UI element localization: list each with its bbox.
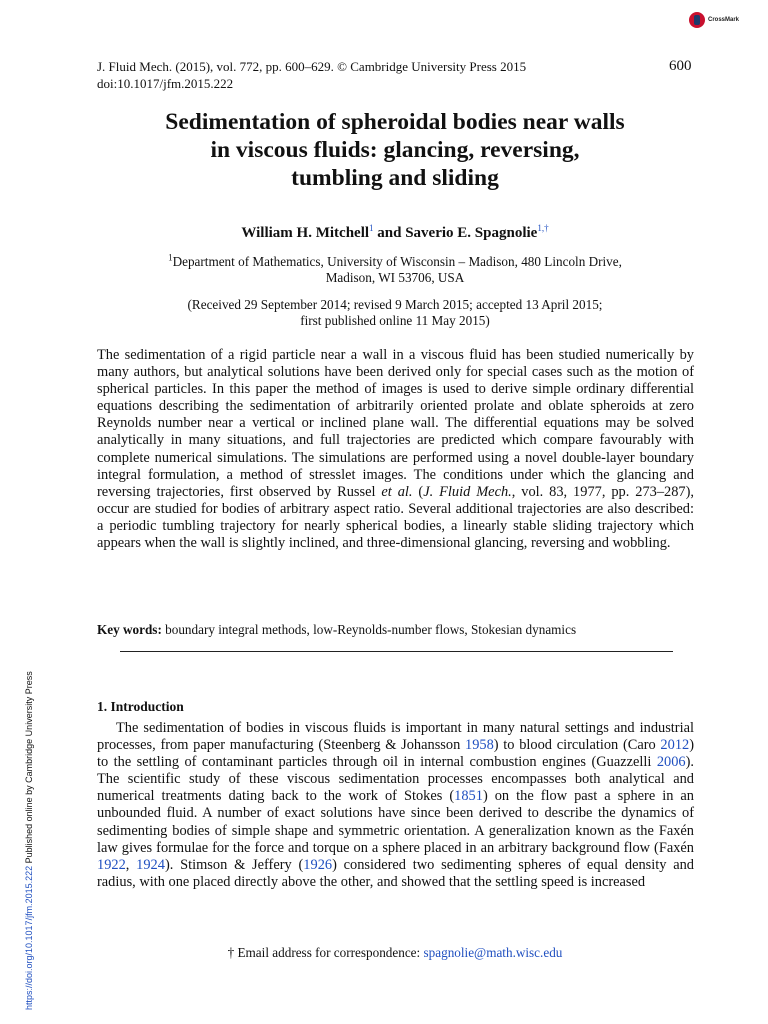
affiliation-line: Department of Mathematics, University of Wisconsin – Madison, 480 Lincoln Drive, — [172, 254, 622, 269]
abstract-italic: et al. — [381, 483, 413, 500]
section-heading: 1. Introduction — [97, 699, 184, 714]
intro-text: ) to blood circulation (Caro — [493, 737, 661, 754]
author-connector: and — [377, 225, 402, 241]
footnote-label: † Email address for correspondence: — [227, 945, 424, 960]
abstract-text: ( — [412, 483, 424, 500]
title-line: Sedimentation of spheroidal bodies near walls — [165, 109, 625, 135]
affiliation-marker: 1 — [168, 252, 173, 263]
abstract-text: , vol. 83, 1977, pp. 273–287), occur are studied for bodies of arbitrary aspect ratio. Several additional trajectories are also described: a periodic tumbling trajectory for nearly spherical bodies, a linearly stable sliding trajectory which appears when the wall is slightly inclined, and three-dimensional glancing, reversing and wobbling. — [97, 483, 695, 552]
abstract — [97, 347, 694, 552]
citation-link[interactable]: 1926 — [303, 856, 333, 873]
footnote — [60, 945, 730, 961]
title-line: in viscous fluids: glancing, reversing, — [210, 137, 580, 163]
paper-title — [60, 108, 730, 192]
doi-link[interactable]: https://doi.org/10.1017/jfm.2015.222 — [24, 865, 34, 1010]
affiliation — [60, 254, 730, 286]
affiliation-link[interactable]: 1,† — [537, 223, 549, 233]
crossmark-label: CrossMark — [708, 17, 740, 23]
journal-citation — [97, 58, 526, 92]
received-dates — [60, 297, 730, 329]
intro-text: The sedimentation of bodies in viscous fluids is important in many natural settings and industrial processes, from paper manufacturing (Steenberg & Johansson — [97, 720, 694, 754]
intro-text: ) to the settling of contaminant particles through oil in internal combustion engines (Guazzelli — [97, 737, 694, 771]
citation-link[interactable]: 1922 — [97, 856, 126, 873]
intro-text: ) considered two sedimenting spheres of equal density and radius, with one placed directly above the other, and showed that the settling speed is increased — [97, 856, 694, 890]
title-line: tumbling and sliding — [291, 165, 499, 191]
crossmark-badge[interactable] — [689, 12, 739, 28]
page-number: 600 — [669, 58, 692, 74]
journal-line: J. Fluid Mech. (2015), vol. 772, pp. 600–629. © Cambridge University Press 2015 — [97, 59, 527, 74]
keywords-text: boundary integral methods, low-Reynolds-number flows, Stokesian dynamics — [161, 622, 577, 637]
intro-text: ). Stimson & Jeffery ( — [164, 856, 304, 873]
intro-text: , — [125, 856, 137, 873]
crossmark-icon — [689, 12, 705, 28]
side-note-text: Published online by Cambridge University Press — [24, 671, 34, 866]
section-divider — [120, 651, 673, 652]
affiliation-link[interactable]: 1 — [369, 223, 374, 233]
citation-link[interactable]: 2006 — [656, 754, 686, 771]
affiliation-line: Madison, WI 53706, USA — [325, 270, 465, 285]
intro-text: ). The scientific study of these viscous sedimentation processes encompasses both analytical and numerical treatments dating back to the work of Stokes ( — [97, 754, 694, 805]
abstract-italic: J. Fluid Mech. — [423, 483, 512, 500]
author-name: Saverio E. Spagnolie — [405, 225, 538, 241]
intro-paragraph — [97, 720, 694, 891]
citation-link[interactable]: 1924 — [136, 856, 165, 873]
doi-line[interactable]: doi:10.1017/jfm.2015.222 — [97, 76, 234, 91]
received-line: (Received 29 September 2014; revised 9 March 2015; accepted 13 April 2015; — [187, 297, 603, 312]
side-publication-note — [24, 671, 34, 1010]
author-name: William H. Mitchell — [241, 225, 370, 241]
keywords-label: Key words: — [97, 622, 162, 637]
keywords — [97, 622, 576, 638]
citation-link[interactable]: 2012 — [660, 737, 690, 754]
author-list — [60, 225, 730, 242]
citation-link[interactable]: 1851 — [454, 788, 483, 805]
email-link[interactable]: spagnolie@math.wisc.edu — [423, 945, 563, 960]
intro-text: ) on the flow past a sphere in an unbounded fluid. A number of exact solutions have since been derived to describe the dynamics of sedimenting bodies of simple shape and symmetric orientation. A generalization known as the Faxén law gives formulae for the force and torque on a sphere placed in an arbitrary background flow (Faxén — [97, 788, 695, 856]
citation-link[interactable]: 1958 — [465, 737, 494, 754]
abstract-text: The sedimentation of a rigid particle near a wall in a viscous fluid has been studied numerically by many authors, but analytical solutions have been derived only for special cases such as the motion of spherical particles. In this paper the method of images is used to derive simple ordinary differential equations describing the sedimentation of arbitrarily oriented prolate and oblate spheroids at zero Reynolds number near a vertical or inclined plane wall. The differential equations may be solved analytically in many situations, and full trajectories are predicted which compare favourably with complete numerical simulations. The simulations are performed using a novel double-layer boundary integral formulation, a method of stresslet images. The conditions under which the glancing and reversing trajectories, first observed by Russel — [97, 347, 694, 500]
received-line: first published online 11 May 2015) — [300, 313, 490, 328]
